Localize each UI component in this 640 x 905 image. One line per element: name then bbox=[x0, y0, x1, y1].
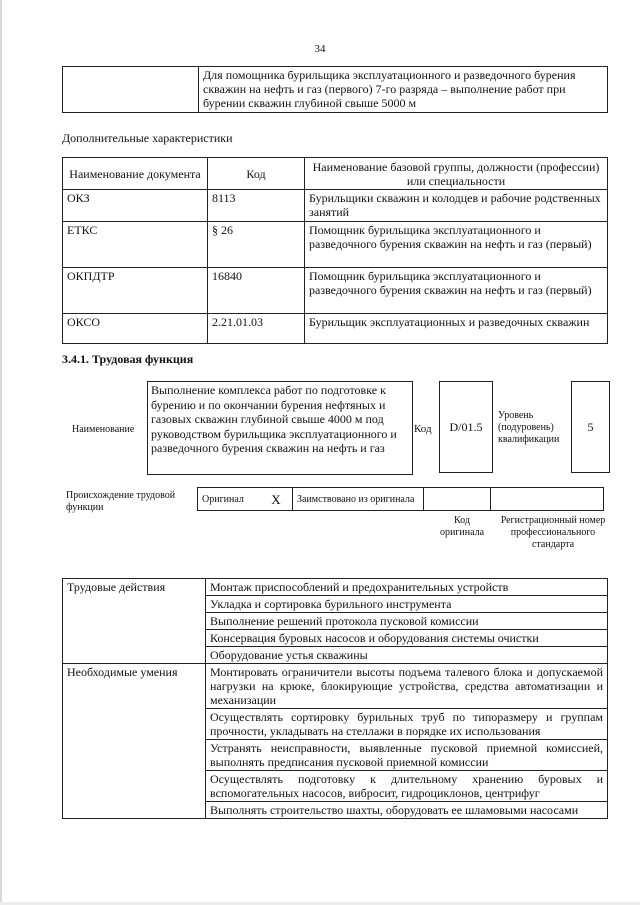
list-item: Выполнять строительство шахты, оборудовать ее шламовыми насосами bbox=[206, 802, 608, 819]
list-item: Оборудование устья скважины bbox=[206, 647, 608, 664]
header-code: Код bbox=[208, 158, 305, 190]
list-item: Монтаж приспособлений и предохранительных устройств bbox=[206, 579, 608, 596]
original-label: Оригинал bbox=[198, 488, 261, 511]
origin-table bbox=[197, 487, 604, 511]
table-cell: ОКПДТР bbox=[63, 268, 208, 314]
list-item: Консервация буровых насосов и оборудования системы очистки bbox=[206, 630, 608, 647]
list-item: Осуществлять подготовку к длительному хранению буровых и вспомогательных насосов, вибросит, гидроциклонов, центрифуг bbox=[206, 771, 608, 802]
level-value-box: 5 bbox=[571, 381, 610, 473]
section-title: 3.4.1. Трудовая функция bbox=[62, 352, 194, 366]
table-cell: 16840 bbox=[208, 268, 305, 314]
list-item: Укладка и сортировка бурильного инструмента bbox=[206, 596, 608, 613]
borrowed-label: Заимствовано из оригинала bbox=[293, 488, 424, 511]
function-code-box: D/01.5 bbox=[439, 381, 493, 473]
table-cell: Бурильщики скважин и колодцев и рабочие родственных занятий bbox=[305, 190, 608, 222]
table-cell: ОКЗ bbox=[63, 190, 208, 222]
list-item: Монтировать ограничители высоты подъема талевого блока и допускаемой нагрузки на крюке, блокирующие устройства, средства автоматизации и механизации bbox=[206, 664, 608, 709]
top-row-text: Для помощника бурильщика эксплуатационного и разведочного бурения скважин на нефть и газ (первого) 7-го разряда – выполнение работ при бурении скважин глубиной свыше 5000 м bbox=[199, 67, 608, 113]
top-row-empty-cell bbox=[63, 67, 199, 113]
page-number: 34 bbox=[314, 43, 326, 55]
labor-function-table bbox=[62, 578, 608, 819]
table-cell: ЕТКС bbox=[63, 222, 208, 268]
header-document: Наименование документа bbox=[63, 158, 208, 190]
top-continuation-table bbox=[62, 66, 608, 113]
code-original-cell bbox=[424, 488, 491, 511]
list-item: Устранять неисправности, выявленные пусковой приемной комиссией, выполнять предписания пусковой приемной комиссии bbox=[206, 740, 608, 771]
table-cell: 2.21.01.03 bbox=[208, 314, 305, 344]
table-cell: ОКСО bbox=[63, 314, 208, 344]
original-mark: Х bbox=[260, 488, 293, 511]
reg-number-cell bbox=[491, 488, 604, 511]
function-name-box: Выполнение комплекса работ по подготовке к бурению и по окончании бурения нефтяных и газовых скважин глубиной свыше 4000 м под руководством бурильщика эксплуатационного и разведочного бурения скважин на нефть и газ bbox=[147, 381, 413, 475]
header-group-name: Наименование базовой группы, должности (профессии) или специальности bbox=[305, 158, 608, 190]
table-cell: § 26 bbox=[208, 222, 305, 268]
table-cell: Помощник бурильщика эксплуатационного и разведочного бурения скважин на нефть и газ (первый) bbox=[305, 268, 608, 314]
labor-actions-label: Трудовые действия bbox=[63, 579, 206, 664]
level-label: Уровень (подуровень) квалификации bbox=[498, 410, 560, 445]
origin-label: Происхождение трудовой функции bbox=[66, 490, 176, 513]
name-label: Наименование bbox=[72, 424, 135, 435]
reg-number-label: Регистрационный номер профессионального стандарта bbox=[500, 515, 606, 550]
list-item: Выполнение решений протокола пусковой комиссии bbox=[206, 613, 608, 630]
code-original-label: Код оригинала bbox=[439, 515, 485, 538]
list-item: Осуществлять сортировку бурильных труб по типоразмеру и группам прочности, укладывать на стеллажи в порядке их использования bbox=[206, 709, 608, 740]
table-cell: 8113 bbox=[208, 190, 305, 222]
table-cell: Помощник бурильщика эксплуатационного и разведочного бурения скважин на нефть и газ (первый) bbox=[305, 222, 608, 268]
additional-characteristics-heading: Дополнительные характеристики bbox=[62, 131, 233, 145]
code-label: Код bbox=[414, 423, 432, 435]
required-skills-label: Необходимые умения bbox=[63, 664, 206, 819]
scan-edge bbox=[0, 0, 2, 905]
additional-characteristics-table bbox=[62, 157, 608, 344]
table-cell: Бурильщик эксплуатационных и разведочных скважин bbox=[305, 314, 608, 344]
